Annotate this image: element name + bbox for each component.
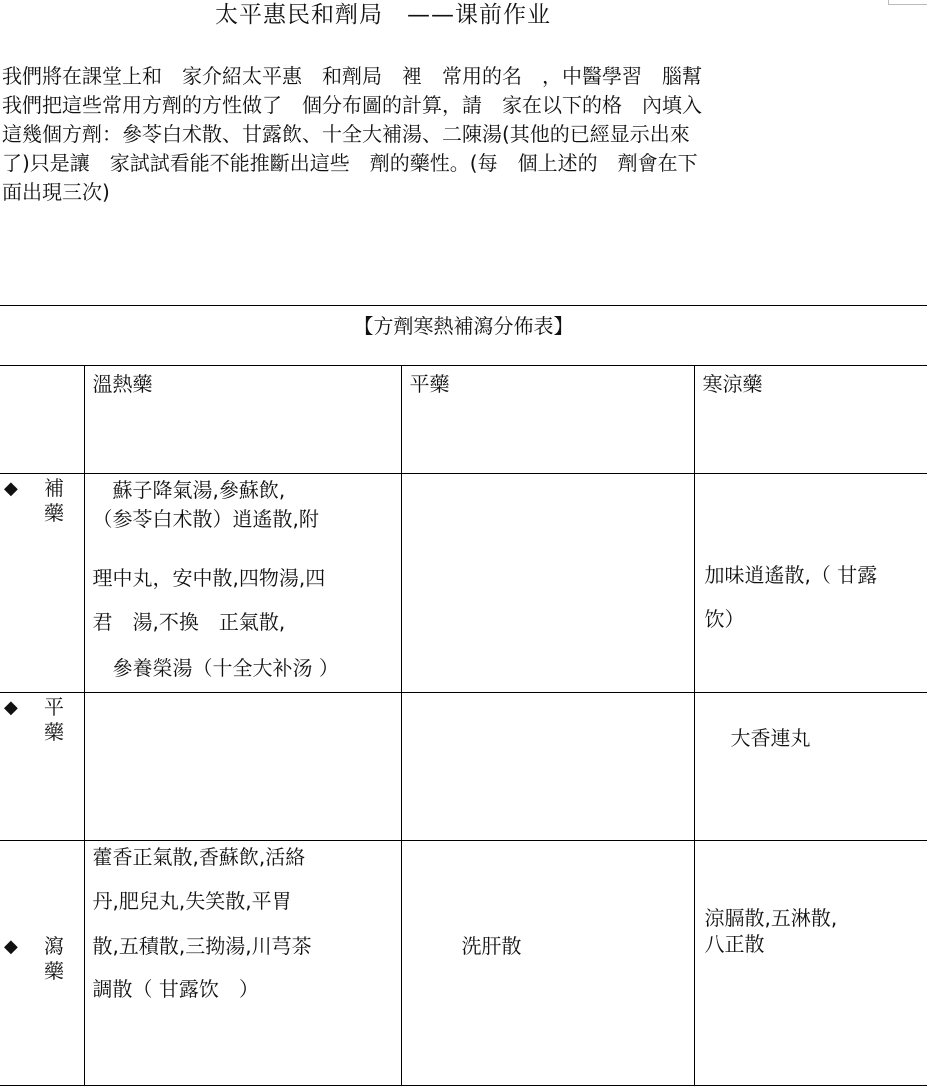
diamond-bullet-icon: ◆	[4, 697, 18, 718]
cell-line: 調散（ 甘露饮 ）	[92, 977, 259, 1001]
intro-paragraph	[2, 62, 882, 207]
intro-line: 面出現三次)	[2, 180, 110, 204]
table-title: 【方劑寒熱補瀉分佈表】	[0, 306, 927, 366]
intro-line: 我們將在課堂上和 家介紹太平惠 和劑局 裡 常用的名 ，中醫學習 腦幫	[2, 64, 702, 88]
cell-line: 君 湯,不換 正氣散,	[92, 610, 286, 634]
window-corner-decoration	[888, 0, 927, 5]
cell-neutral-cold	[694, 693, 927, 841]
row-label-tonic	[0, 474, 84, 693]
column-header-warm: 溫熱藥	[84, 366, 401, 474]
cell-purging-warm	[84, 841, 401, 1086]
cell-purging-cold	[694, 841, 927, 1086]
cell-purging-neutral	[401, 841, 694, 1086]
cell-line: 涼膈散,五淋散,	[704, 906, 838, 930]
cell-neutral-warm	[84, 693, 401, 841]
row-label-text: 平藥	[44, 695, 64, 744]
cell-line: 理中丸，安中散,四物湯,四	[92, 566, 326, 590]
intro-line: 了)只是讓 家試試看能不能推斷出這些 劑的藥性。(每 個上述的 劑會在下	[2, 151, 698, 175]
cell-line: 八正散	[704, 932, 765, 956]
cell-line: 參養榮湯（十全大补汤 ）	[92, 656, 339, 680]
row-label-purging	[0, 841, 84, 1086]
row-label-text: 瀉藥	[44, 934, 64, 983]
column-header-cold: 寒涼藥	[694, 366, 927, 474]
corner-cell	[0, 366, 84, 474]
cell-line: 大香連丸	[730, 726, 811, 750]
intro-line: 我們把這些常用方劑的方性做了 個分布圖的計算，請 家在以下的格 內填入	[2, 93, 702, 117]
cell-tonic-warm	[84, 474, 401, 693]
column-header-neutral: 平藥	[401, 366, 694, 474]
cell-line: （参苓白术散）逍遙散,附	[92, 507, 319, 531]
cell-line: 洗肝散	[461, 934, 522, 958]
formula-distribution-table	[0, 305, 927, 1086]
cell-line: 蘇子降氣湯,參蘇飲,	[92, 478, 286, 502]
row-label-neutral	[0, 693, 84, 841]
diamond-bullet-icon: ◆	[4, 478, 18, 499]
cell-line: 饮）	[704, 607, 745, 631]
cell-line: 加味逍遙散,（ 甘露	[704, 563, 878, 587]
cell-line: 散,五積散,三拗湯,川芎茶	[92, 934, 312, 958]
row-label-text: 補藥	[44, 476, 64, 525]
diamond-bullet-icon: ◆	[4, 936, 18, 957]
cell-line: 丹,肥兒丸,失笑散,平胃	[92, 889, 292, 913]
document-title: 太平惠民和劑局 ——课前作业	[215, 2, 551, 28]
intro-line: 這幾個方劑：參苓白术散、甘露飲、十全大補湯、二陳湯(其他的已經显示出來	[2, 122, 690, 146]
cell-tonic-cold	[694, 474, 927, 693]
cell-tonic-neutral	[401, 474, 694, 693]
cell-neutral-neutral	[401, 693, 694, 841]
cell-line: 藿香正氣散,香蘇飲,活絡	[92, 845, 306, 869]
